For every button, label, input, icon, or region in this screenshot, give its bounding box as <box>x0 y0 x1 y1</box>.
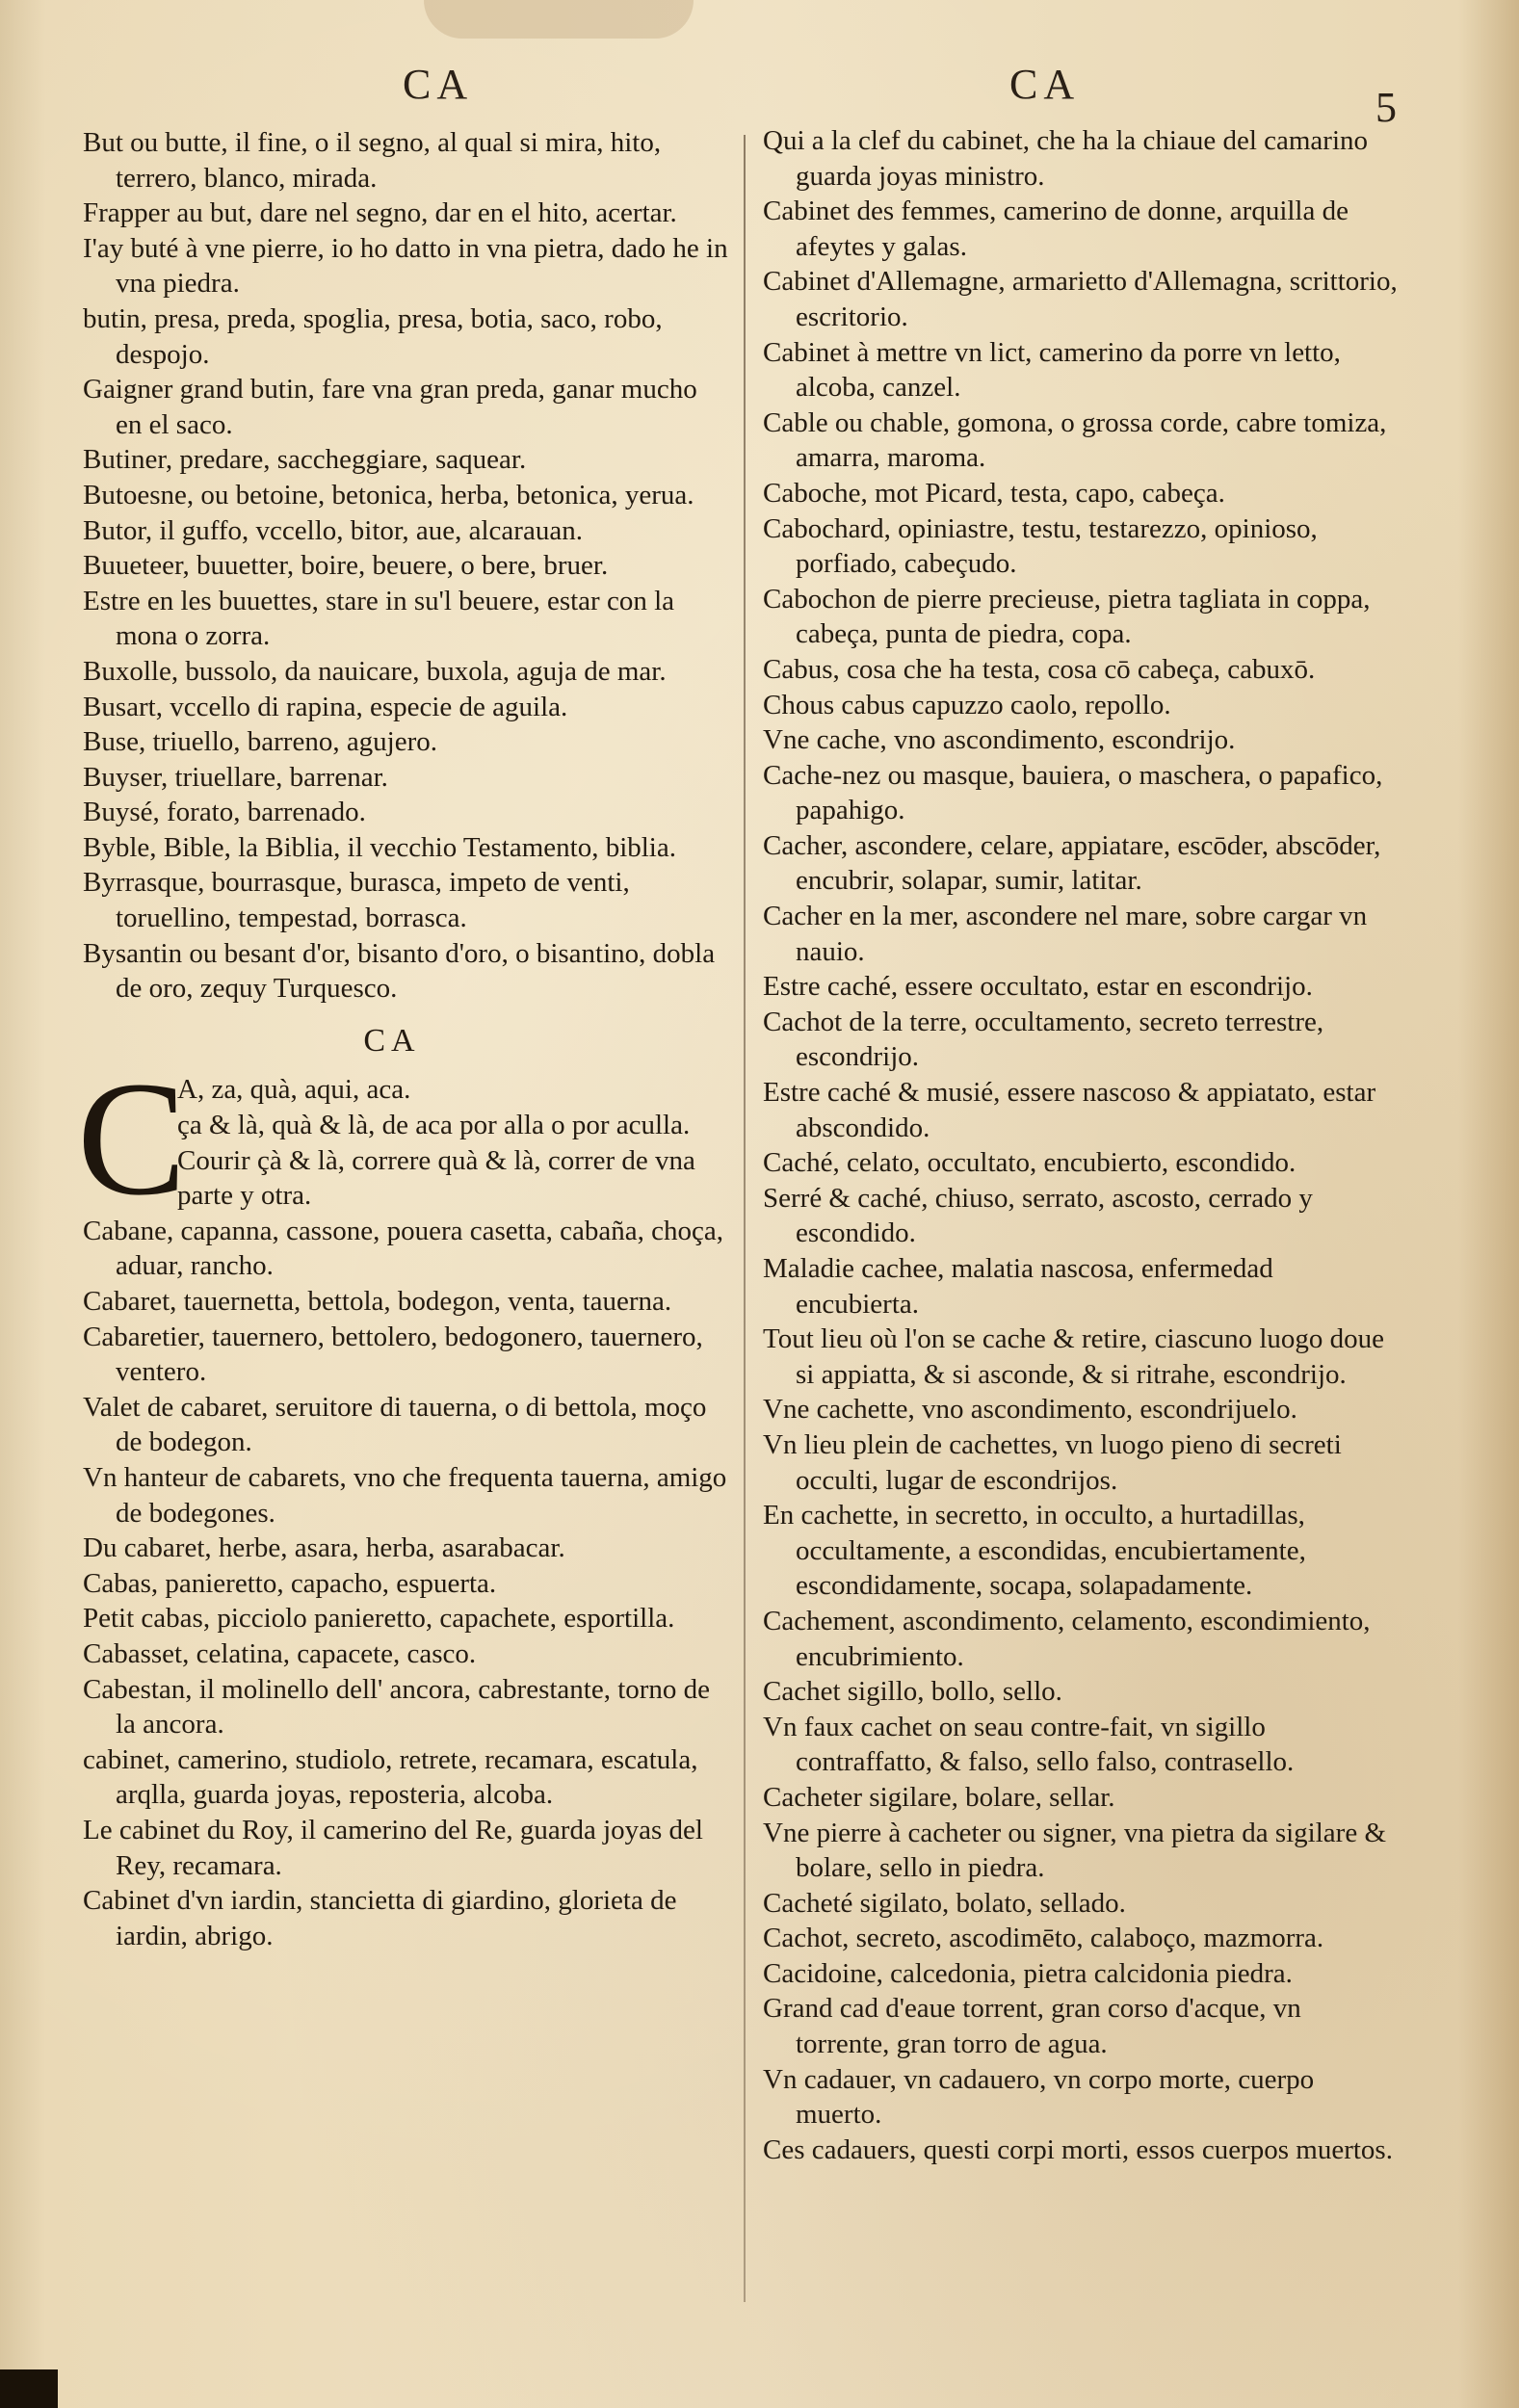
dictionary-entry: Le cabinet du Roy, il camerino del Re, guarda joyas del Rey, recamara. <box>83 1814 703 1881</box>
dictionary-entry: Grand cad d'eaue torrent, gran corso d'acque, vn torrente, gran torro de agua. <box>763 1993 1301 2060</box>
dictionary-entry: Cachet sigillo, bollo, sello. <box>763 1676 1062 1708</box>
dictionary-entry: Butoesne, ou betoine, betonica, herba, betonica, yerua. <box>83 479 694 510</box>
dictionary-entry: Butiner, predare, saccheggiare, saquear. <box>83 444 527 476</box>
dictionary-entry: Valet de cabaret, seruitore di tauerna, o di bettola, moço de bodegon. <box>83 1391 707 1458</box>
dictionary-entry: Tout lieu où l'on se cache & retire, ciascuno luogo doue si appiatta, & si asconde, & si ritrahe, escondrijo. <box>763 1323 1385 1390</box>
dictionary-entry: Courir çà & là, correre quà & là, correr de vna parte y otra. <box>177 1144 695 1212</box>
dictionary-entry: Vn lieu plein de cachettes, vn luogo pieno di secreti occulti, lugar de escondrijos. <box>763 1428 1342 1496</box>
paper-stain <box>424 0 694 39</box>
dictionary-entry: Vne cache, vno ascondimento, escondrijo. <box>763 724 1236 756</box>
dictionary-entry: Estre caché & musié, essere nascoso & appiatato, estar abscondido. <box>763 1077 1376 1143</box>
dictionary-entry: Busart, vccello di rapina, especie de aguila. <box>83 691 568 722</box>
page-corner-shadow <box>0 2369 58 2408</box>
dictionary-entry: Caché, celato, occultato, encubierto, escondido. <box>763 1147 1296 1179</box>
dictionary-entry: Cabus, cosa che ha testa, cosa cō cabeça, cabuxō. <box>763 653 1316 685</box>
dictionary-entry: Cache-nez ou masque, bauiera, o maschera, o papafico, papahigo. <box>763 759 1383 826</box>
running-head-right: CA <box>1009 61 1081 108</box>
dictionary-entry: Du cabaret, herbe, asara, herba, asarabacar. <box>83 1532 565 1564</box>
dictionary-entry: Cabochon de pierre precieuse, pietra tagliata in coppa, cabeça, punta de piedra, copa. <box>763 583 1371 650</box>
dictionary-entry: Cabinet à mettre vn lict, camerino da porre vn letto, alcoba, canzel. <box>763 336 1341 404</box>
dictionary-entry: Cabinet d'Allemagne, armarietto d'Allemagna, scrittorio, escritorio. <box>763 266 1398 332</box>
dictionary-entry: Cabochard, opiniastre, testu, testarezzo, opinioso, porfiado, cabeçudo. <box>763 512 1318 580</box>
dictionary-entry: Buse, triuello, barreno, agujero. <box>83 726 438 758</box>
section-opening <box>77 1048 730 1230</box>
column-divider <box>744 135 746 2302</box>
dictionary-entry: Buueteer, buuetter, boire, beuere, o bere, bruer. <box>83 550 609 582</box>
dictionary-entry: Cacher en la mer, ascondere nel mare, sobre cargar vn nauio. <box>763 901 1368 967</box>
dictionary-entry: Estre caché, essere occultato, estar en escondrijo. <box>763 971 1313 1003</box>
dictionary-entry: Gaigner grand butin, fare vna gran preda, ganar mucho en el saco. <box>83 374 697 440</box>
dictionary-entry: Caboche, mot Picard, testa, capo, cabeça. <box>763 477 1225 509</box>
dictionary-entry: Cabaretier, tauernero, bettolero, bedogonero, tauernero, ventero. <box>83 1321 703 1388</box>
dictionary-entry: En cachette, in secretto, in occulto, a hurtadillas, occultamente, a escondidas, encubiertamente, escondidamente, socapa, solapadamente. <box>763 1500 1306 1602</box>
running-head-left: CA <box>403 61 474 108</box>
dictionary-entry: Cabas, panieretto, capacho, espuerta. <box>83 1567 497 1599</box>
dictionary-entry: Cachot, secreto, ascodimēto, calaboço, mazmorra. <box>763 1923 1324 1954</box>
dictionary-entry: Cable ou chable, gomona, o grossa corde, cabre tomiza, amarra, maroma. <box>763 406 1387 474</box>
dictionary-entry: Serré & caché, chiuso, serrato, ascosto, cerrado y escondido. <box>763 1182 1313 1249</box>
dictionary-entry: Byble, Bible, la Biblia, il vecchio Testamento, biblia. <box>83 831 676 863</box>
dictionary-entry: But ou butte, il fine, o il segno, al qual si mira, hito, terrero, blanco, mirada. <box>83 127 662 194</box>
dictionary-entry: Vn faux cachet on seau contre-fait, vn sigillo contraffatto, & falso, sello falso, contrasello. <box>763 1711 1295 1778</box>
dictionary-entry: Cacheter sigilare, bolare, sellar. <box>763 1781 1115 1813</box>
dictionary-entry: Buxolle, bussolo, da nauicare, buxola, aguja de mar. <box>83 655 667 687</box>
dictionary-entry: Buysé, forato, barrenado. <box>83 797 366 828</box>
dictionary-entry: Bysantin ou besant d'or, bisanto d'oro, o bisantino, dobla de oro, zequy Turquesco. <box>83 937 716 1005</box>
dictionary-entry: Cabinet d'vn iardin, stancietta di giardino, glorieta de iardin, abrigo. <box>83 1885 677 1951</box>
dictionary-entry: Buyser, triuellare, barrenar. <box>83 761 388 793</box>
dictionary-entry: Cabaret, tauernetta, bettola, bodegon, venta, tauerna. <box>83 1286 672 1317</box>
dictionary-entry: butin, presa, preda, spoglia, presa, botia, saco, robo, despojo. <box>83 302 663 370</box>
dictionary-entry: Cabane, capanna, cassone, pouera casetta, cabaña, choça, aduar, rancho. <box>83 1215 724 1282</box>
dictionary-entry: Cabinet des femmes, camerino de donne, arquilla de afeytes y galas. <box>763 196 1349 262</box>
dictionary-entry: Maladie cachee, malatia nascosa, enfermedad encubierta. <box>763 1253 1273 1320</box>
dictionary-entry: Vn hanteur de cabarets, vno che frequenta tauerna, amigo de bodegones. <box>83 1461 727 1529</box>
dictionary-entry: Cachement, ascondimento, celamento, escondimiento, encubrimiento. <box>763 1605 1371 1672</box>
right-column <box>763 123 1399 2167</box>
dictionary-entry: Chous cabus capuzzo caolo, repollo. <box>763 689 1171 720</box>
dictionary-entry: Byrrasque, bourrasque, burasca, impeto de venti, toruellino, tempestad, borrasca. <box>83 867 630 934</box>
dictionary-entry: Vn cadauer, vn cadauero, vn corpo morte, cuerpo muerto. <box>763 2063 1315 2131</box>
dictionary-entry: ça & là, quà & là, de aca por alla o por aculla. <box>177 1110 691 1141</box>
dictionary-entry: Estre en les buuettes, stare in su'l beuere, estar con la mona o zorra. <box>83 585 674 652</box>
dictionary-entry: Ces cadauers, questi corpi morti, essos cuerpos muertos. <box>763 2133 1393 2165</box>
dictionary-entry: A, za, quà, aqui, aca. <box>177 1074 411 1106</box>
dictionary-entry: Butor, il guffo, vccello, bitor, aue, alcarauan. <box>83 514 583 546</box>
left-column <box>77 125 730 1953</box>
dictionary-entry: Cabasset, celatina, capacete, casco. <box>83 1637 477 1669</box>
dictionary-entry: I'ay buté à vne pierre, io ho datto in vna pietra, dado he in vna piedra. <box>83 232 728 300</box>
section-heading: CA <box>363 1022 421 1059</box>
dictionary-entry: Cachot de la terre, occultamento, secreto terrestre, escondrijo. <box>763 1006 1324 1073</box>
dictionary-entry: Vne cachette, vno ascondimento, escondrijuelo. <box>763 1394 1297 1426</box>
dictionary-entry: Cacidoine, calcedonia, pietra calcidonia piedra. <box>763 1957 1293 1989</box>
dictionary-entry: Qui a la clef du cabinet, che ha la chiaue del camarino guarda joyas ministro. <box>763 125 1369 192</box>
dictionary-entry: Vne pierre à cacheter ou signer, vna pietra da sigilare & bolare, sello in piedra. <box>763 1817 1387 1884</box>
dictionary-entry: Petit cabas, picciolo panieretto, capachete, esportilla. <box>83 1603 675 1635</box>
drop-capital: C <box>77 1048 187 1230</box>
dictionary-entry: Frapper au but, dare nel segno, dar en el hito, acertar. <box>83 197 677 229</box>
dictionary-entry: Cacher, ascondere, celare, appiatare, escōder, abscōder, encubrir, solapar, sumir, latitar. <box>763 829 1381 897</box>
dictionary-entry: Cacheté sigilato, bolato, sellado. <box>763 1887 1126 1919</box>
dictionary-entry: cabinet, camerino, studiolo, retrete, recamara, escatula, arqlla, guarda joyas, reposteria, alcoba. <box>83 1743 698 1811</box>
page-number: 5 <box>1375 84 1397 131</box>
dictionary-entry: Cabestan, il molinello dell' ancora, cabrestante, torno de la ancora. <box>83 1673 711 1741</box>
